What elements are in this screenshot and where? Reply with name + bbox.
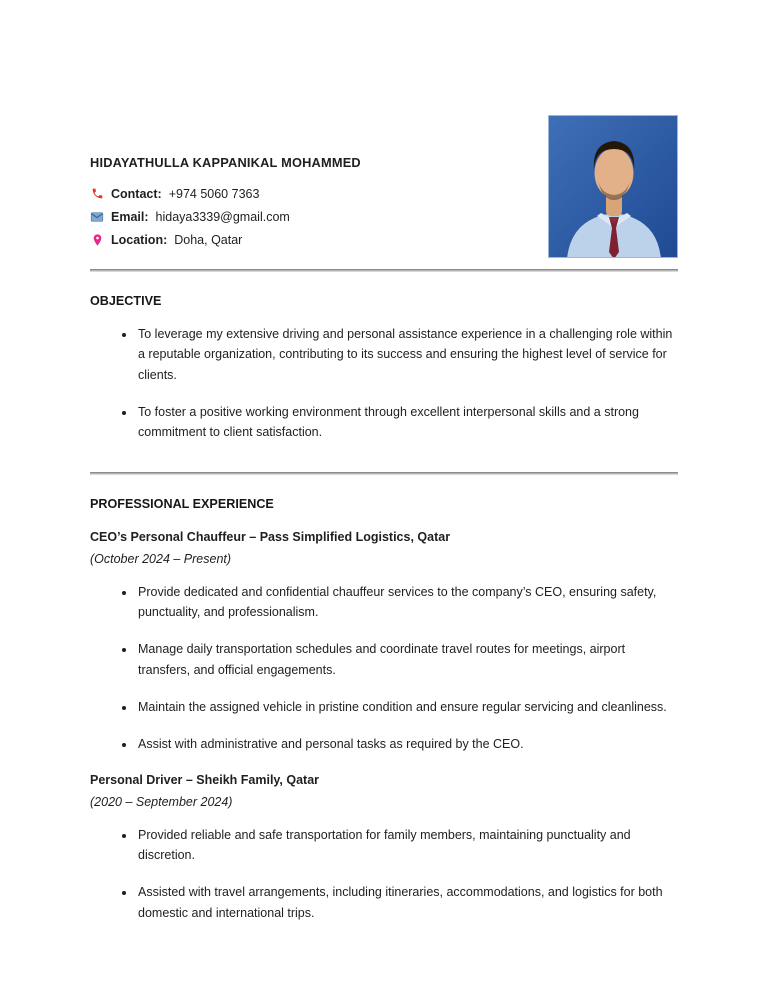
profile-photo xyxy=(548,115,678,258)
job-title: Personal Driver – Sheikh Family, Qatar xyxy=(90,773,320,788)
job-entry xyxy=(90,771,678,923)
location-value: Doha, Qatar xyxy=(174,232,243,247)
job-bullet: • Provided reliable and safe transportation for family members, maintaining punctuality and discretion. xyxy=(136,825,678,866)
contact-label: Contact: xyxy=(111,186,162,201)
section-divider xyxy=(90,472,678,475)
job-bullet: • Assist with administrative and personal tasks as required by the CEO. xyxy=(136,734,678,754)
job-entry xyxy=(90,528,678,754)
objective-list xyxy=(90,324,678,442)
job-title: CEO’s Personal Chauffeur – Pass Simplified Logistics, Qatar xyxy=(90,530,451,545)
objective-section xyxy=(90,294,678,442)
job-bullet: • Manage daily transportation schedules and coordinate travel routes for meetings, airport transfers, and official engagements. xyxy=(136,639,678,680)
email-label: Email: xyxy=(111,209,149,224)
location-label: Location: xyxy=(111,232,168,247)
contact-email-line xyxy=(90,205,361,228)
contact-phone-line xyxy=(90,182,361,205)
header-contact-block xyxy=(90,155,361,251)
phone-icon xyxy=(90,187,104,201)
section-divider xyxy=(90,269,678,272)
job-bullet-list xyxy=(90,582,678,755)
resume-header xyxy=(90,115,678,258)
objective-bullet: • To foster a positive working environment through excellent interpersonal skills and a strong commitment to client satisfaction. xyxy=(136,402,678,443)
email-value: hidaya3339@gmail.com xyxy=(155,209,290,224)
person-name: HIDAYATHULLA KAPPANIKAL MOHAMMED xyxy=(90,155,361,170)
job-bullet: • Maintain the assigned vehicle in pristine condition and ensure regular servicing and cleanliness. xyxy=(136,697,678,717)
location-pin-icon xyxy=(90,233,104,247)
job-bullet-list xyxy=(90,825,678,923)
job-bullet: • Provide dedicated and confidential chauffeur services to the company’s CEO, ensuring safety, punctuality, and professionalism. xyxy=(136,582,678,623)
experience-title: PROFESSIONAL EXPERIENCE xyxy=(90,497,274,512)
email-icon xyxy=(90,210,104,224)
objective-title: OBJECTIVE xyxy=(90,294,162,308)
job-dates: (2020 – September 2024) xyxy=(90,795,233,809)
job-dates: (October 2024 – Present) xyxy=(90,552,232,566)
contact-value: +974 5060 7363 xyxy=(168,186,260,201)
contact-location-line xyxy=(90,228,361,251)
experience-section xyxy=(90,497,678,923)
objective-bullet: • To leverage my extensive driving and personal assistance experience in a challenging role within a reputable organization, contributing to its success and ensuring the highest level of service for clients. xyxy=(136,324,678,385)
job-bullet: • Assisted with travel arrangements, including itineraries, accommodations, and logistics for both domestic and international trips. xyxy=(136,882,678,923)
